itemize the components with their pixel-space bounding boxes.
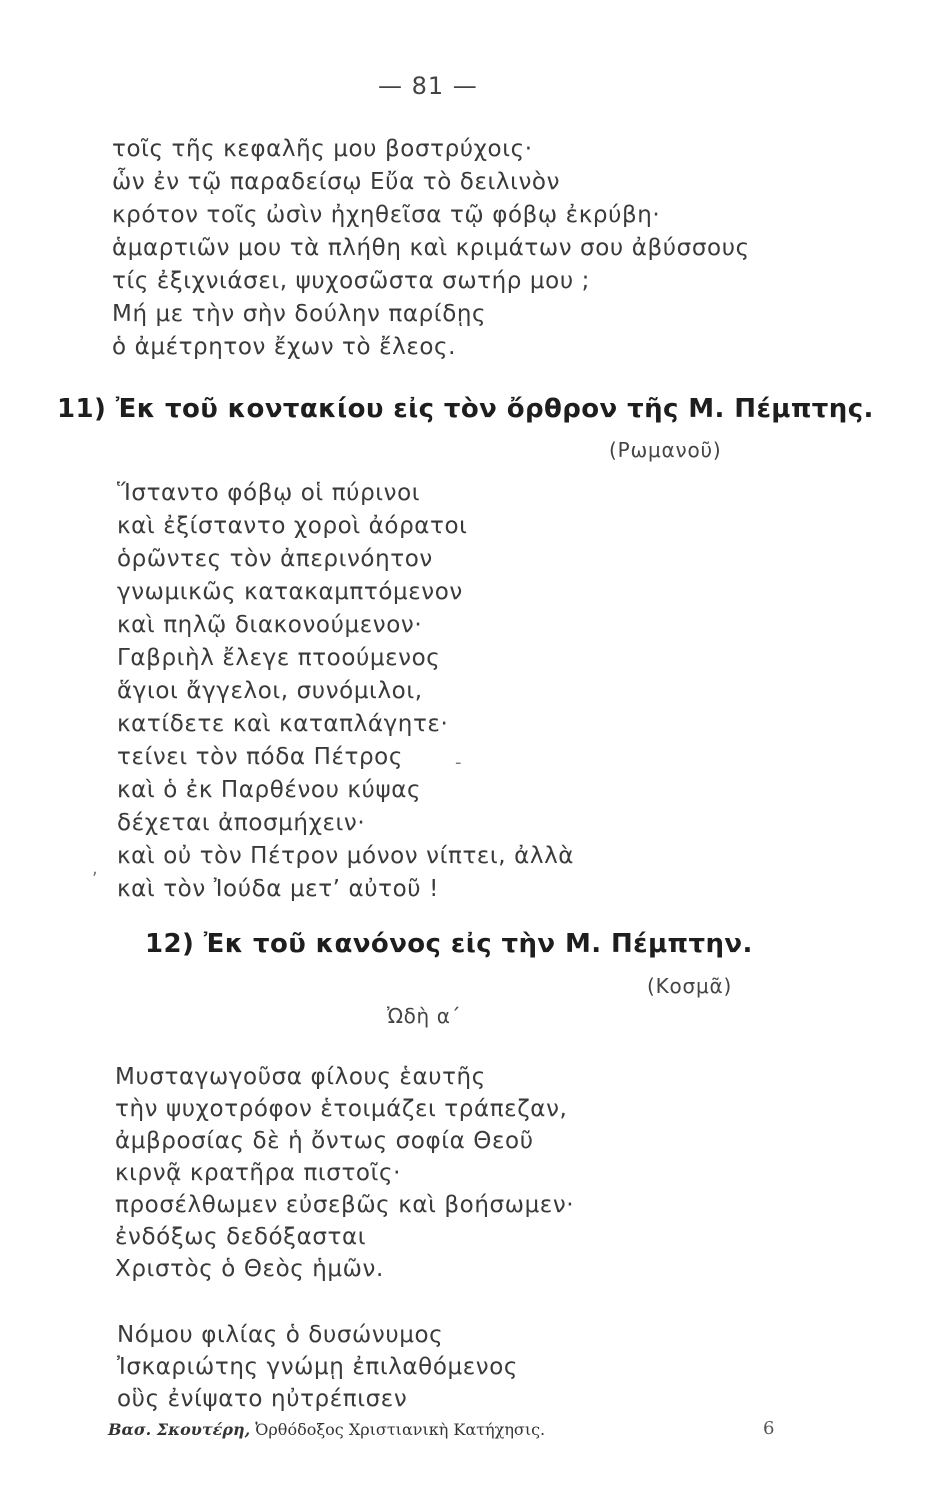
- verse-line: ἅγιοι ἄγγελοι, συνόμιλοι,: [117, 678, 423, 704]
- verse-line: Μή με τὴν σὴν δούλην παρίδῃς: [112, 301, 487, 327]
- verse-line: κατίδετε καὶ καταπλάγητε·: [117, 711, 449, 737]
- verse-line: Ἰσκαριώτης γνώμῃ ἐπιλαθόμενος: [117, 1354, 519, 1380]
- stray-mark: -: [455, 752, 462, 773]
- verse-line: τοῖς τῆς κεφαλῆς μου βοστρύχοις·: [112, 136, 533, 162]
- signature-mark: 6: [763, 1418, 775, 1439]
- page-number: — 81 —: [378, 72, 478, 100]
- verse-line: ἐνδόξως δεδόξασται: [115, 1224, 367, 1250]
- verse-line: καὶ ὁ ἐκ Παρθένου κύψας: [117, 777, 422, 803]
- footer-author: Βασ. Σκουτέρη,: [108, 1420, 251, 1439]
- verse-line: καὶ πηλῷ διακονούμενον·: [117, 612, 423, 638]
- verse-line: προσέλθωμεν εὐσεβῶς καὶ βοήσωμεν·: [115, 1192, 575, 1218]
- verse-line: τὴν ψυχοτρόφον ἑτοιμάζει τράπεζαν,: [115, 1096, 568, 1122]
- verse-line: τείνει τὸν πόδα Πέτρος: [117, 744, 403, 770]
- section-heading-12: 12) Ἐκ τοῦ κανόνος εἰς τὴν Μ. Πέμπτην.: [145, 929, 753, 959]
- section-heading-11: 11) Ἐκ τοῦ κοντακίου εἰς τὸν ὄρθρον τῆς Μ. Πέμπτης.: [57, 394, 874, 424]
- verse-line: οὓς ἐνίψατο ηὐτρέπισεν: [117, 1386, 408, 1412]
- verse-line: γνωμικῶς κατακαμπτόμενον: [117, 579, 463, 605]
- verse-line: Γαβριὴλ ἔλεγε πτοούμενος: [117, 645, 441, 671]
- verse-line: καὶ ἐξίσταντο χοροὶ ἀόρατοι: [117, 513, 468, 539]
- section-author-11: (Ρωμανοῦ): [609, 438, 722, 462]
- verse-line: ὧν ἐν τῷ παραδείσῳ Εὔα τὸ δειλινὸν: [112, 169, 561, 195]
- verse-line: κιρνᾷ κρατῆρα πιστοῖς·: [115, 1160, 401, 1186]
- verse-line: Νόμου φιλίας ὁ δυσώνυμος: [117, 1322, 444, 1348]
- verse-line: ἁμαρτιῶν μου τὰ πλήθη καὶ κριμάτων σου ἀβύσσους: [112, 235, 750, 261]
- verse-line: ὁ ἀμέτρητον ἔχων τὸ ἔλεος.: [112, 334, 457, 360]
- verse-line: ὁρῶντες τὸν ἀπερινόητον: [117, 546, 433, 572]
- verse-line: ἀμβροσίας δὲ ἡ ὄντως σοφία Θεοῦ: [115, 1128, 534, 1154]
- verse-line: Ἵσταντο φόβῳ οἱ πύρινοι: [117, 480, 421, 506]
- verse-line: δέχεται ἀποσμήχειν·: [117, 810, 366, 836]
- footer-citation: [108, 1420, 545, 1439]
- stray-mark: ,: [92, 858, 98, 879]
- section-author-12: (Κοσμᾶ): [647, 974, 733, 998]
- verse-line: καὶ οὐ τὸν Πέτρον μόνον νίπτει, ἀλλὰ: [117, 843, 575, 869]
- ode-label: Ὠδὴ α΄: [387, 1004, 462, 1028]
- verse-line: κρότον τοῖς ὠσὶν ἠχηθεῖσα τῷ φόβῳ ἐκρύβη·: [112, 202, 661, 228]
- footer-book-title: Ὀρθόδοξος Χριστιανικὴ Κατήχησις.: [255, 1420, 546, 1439]
- verse-line: Χριστὸς ὁ Θεὸς ἡμῶν.: [115, 1256, 384, 1282]
- verse-line: Μυσταγωγοῦσα φίλους ἑαυτῆς: [115, 1064, 486, 1090]
- verse-line: τίς ἐξιχνιάσει, ψυχοσῶστα σωτήρ μου ;: [112, 268, 590, 294]
- verse-line: καὶ τὸν Ἰούδα μετ’ αὐτοῦ !: [117, 876, 439, 902]
